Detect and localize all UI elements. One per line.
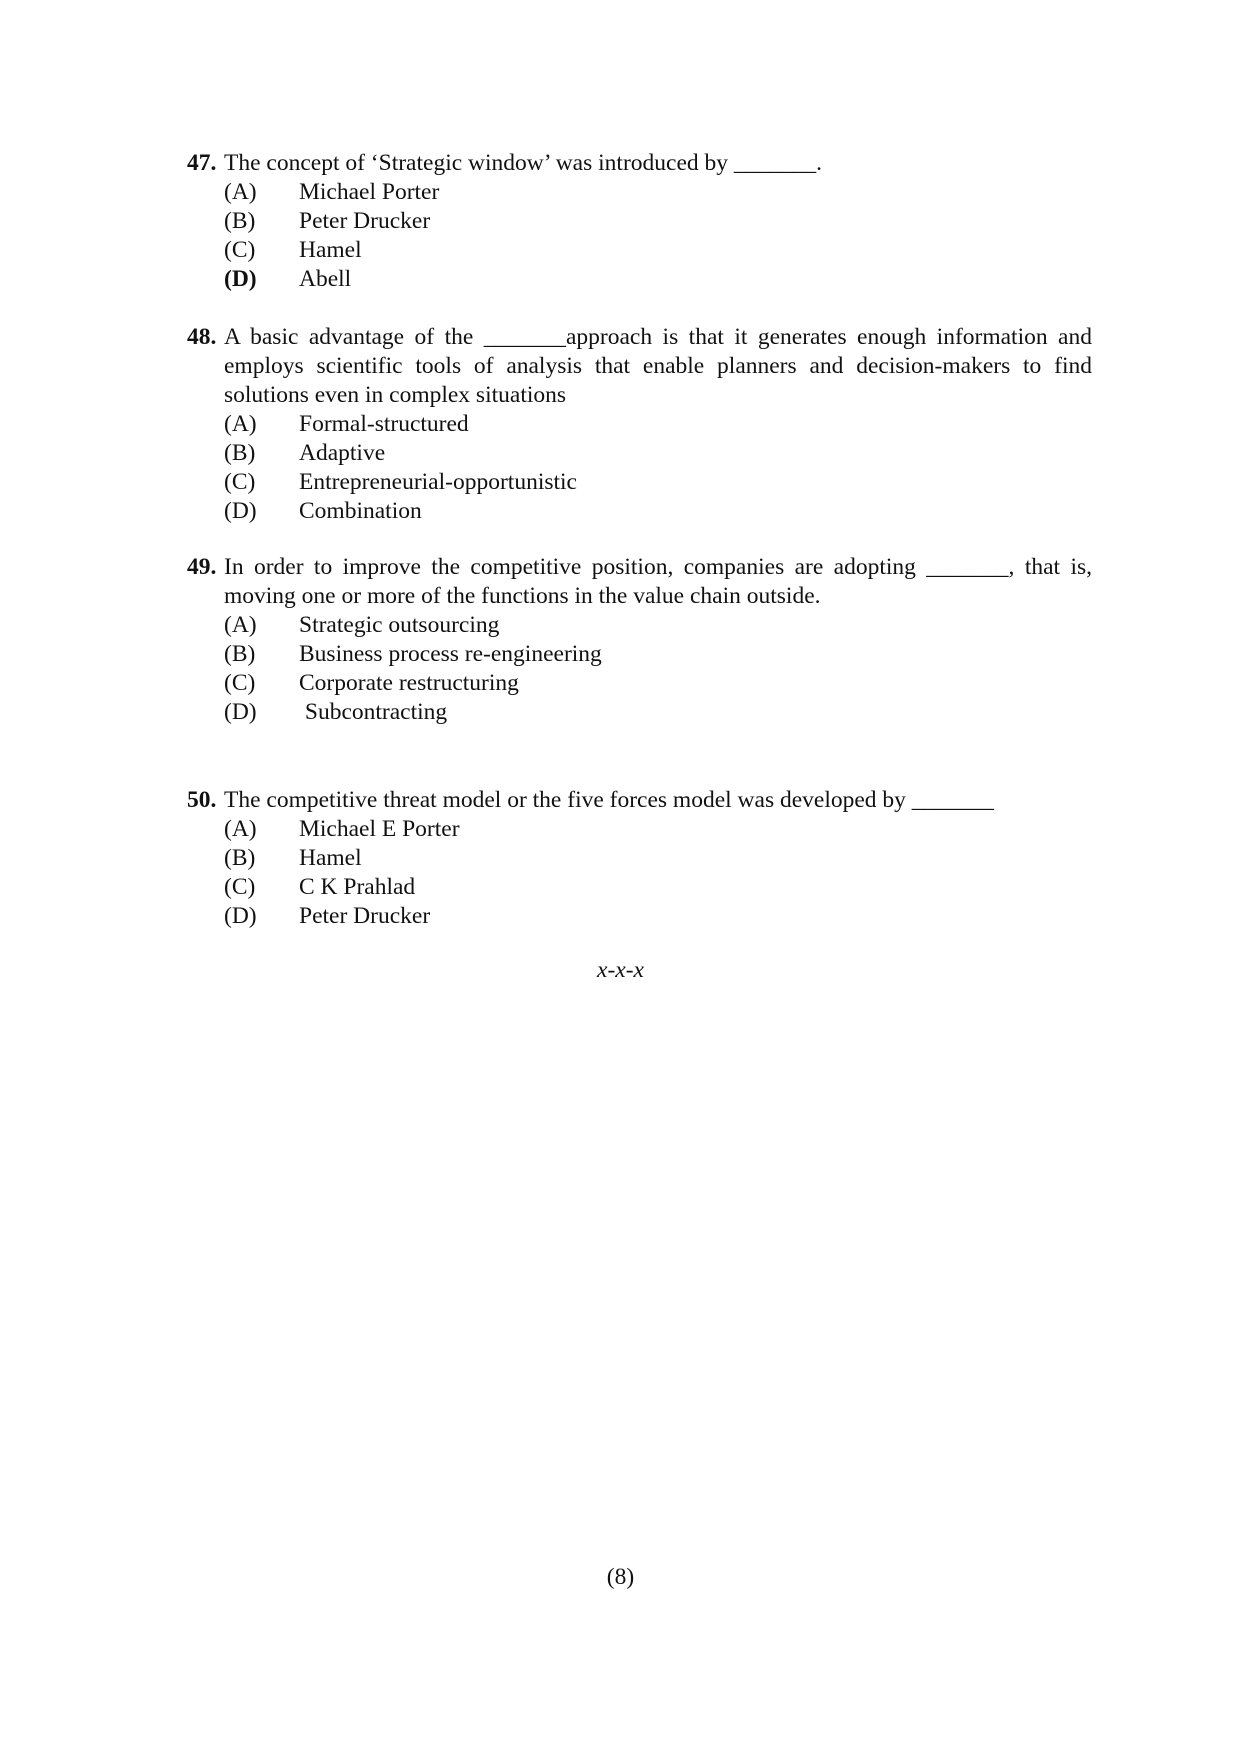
option-text: C K Prahlad bbox=[299, 874, 416, 900]
option-text: Peter Drucker bbox=[299, 903, 431, 929]
option-a bbox=[224, 410, 1092, 439]
option-text: Hamel bbox=[299, 237, 362, 263]
question-stem bbox=[187, 149, 1092, 178]
option-letter: (C) bbox=[224, 670, 256, 696]
option-letter: (B) bbox=[224, 641, 256, 667]
question-49 bbox=[187, 553, 1092, 727]
option-text: Business process re-engineering bbox=[299, 641, 602, 667]
option-text: Strategic outsourcing bbox=[299, 612, 500, 638]
options-list bbox=[224, 815, 1092, 931]
option-text: Hamel bbox=[299, 845, 362, 871]
option-c bbox=[224, 236, 1092, 265]
option-a bbox=[224, 178, 1092, 207]
options-list bbox=[224, 611, 1092, 727]
option-c bbox=[224, 468, 1092, 497]
question-stem bbox=[187, 786, 1092, 815]
option-b bbox=[224, 640, 1092, 669]
question-text: In order to improve the competitive position, companies are adopting _______, that is, moving one or more of the functions in the value chain outside. bbox=[224, 554, 1092, 609]
option-letter: (C) bbox=[224, 874, 256, 900]
option-letter: (B) bbox=[224, 440, 256, 466]
option-b bbox=[224, 844, 1092, 873]
options-list bbox=[224, 178, 1092, 294]
option-letter: (A) bbox=[224, 612, 257, 638]
question-50 bbox=[187, 786, 1092, 931]
question-number: 49. bbox=[187, 554, 217, 580]
option-a bbox=[224, 611, 1092, 640]
option-text: Peter Drucker bbox=[299, 208, 431, 234]
question-48 bbox=[187, 323, 1092, 526]
option-letter: (D) bbox=[224, 266, 257, 292]
option-d bbox=[224, 497, 1092, 526]
option-b bbox=[224, 207, 1092, 236]
option-letter: (A) bbox=[224, 179, 257, 205]
option-d bbox=[224, 902, 1092, 931]
option-text: Corporate restructuring bbox=[299, 670, 519, 696]
options-list bbox=[224, 410, 1092, 526]
option-text: Formal-structured bbox=[299, 411, 469, 437]
option-text: Combination bbox=[299, 498, 422, 524]
option-b bbox=[224, 439, 1092, 468]
option-c bbox=[224, 669, 1092, 698]
question-stem bbox=[187, 553, 1092, 611]
option-d bbox=[224, 265, 1092, 294]
question-number: 50. bbox=[187, 787, 217, 813]
question-text: The concept of ‘Strategic window’ was introduced by _______. bbox=[224, 150, 822, 176]
option-letter: (D) bbox=[224, 903, 257, 929]
question-text: A basic advantage of the _______approach is that it generates enough information and employs scientific tools of analysis that enable planners and decision-makers to find solutions even in complex situations bbox=[224, 324, 1092, 408]
option-letter: (D) bbox=[224, 699, 257, 725]
option-text: Entrepreneurial-opportunistic bbox=[299, 469, 577, 495]
option-text: Subcontracting bbox=[299, 699, 448, 725]
page-number: (8) bbox=[606, 1564, 635, 1590]
question-number: 47. bbox=[187, 150, 217, 176]
option-letter: (A) bbox=[224, 816, 257, 842]
option-letter: (C) bbox=[224, 237, 256, 263]
option-a bbox=[224, 815, 1092, 844]
question-text: The competitive threat model or the five forces model was developed by _______ bbox=[224, 787, 995, 813]
option-text: Michael E Porter bbox=[299, 816, 460, 842]
question-47 bbox=[187, 149, 1092, 294]
option-letter: (C) bbox=[224, 469, 256, 495]
question-stem bbox=[187, 323, 1092, 410]
question-number: 48. bbox=[187, 324, 217, 350]
option-letter: (D) bbox=[224, 498, 257, 524]
option-c bbox=[224, 873, 1092, 902]
end-of-paper-mark: x-x-x bbox=[597, 957, 644, 983]
option-text: Adaptive bbox=[299, 440, 386, 466]
option-d bbox=[224, 698, 1092, 727]
option-text: Michael Porter bbox=[299, 179, 440, 205]
option-letter: (B) bbox=[224, 845, 256, 871]
option-letter: (B) bbox=[224, 208, 256, 234]
option-text: Abell bbox=[299, 266, 352, 292]
option-letter: (A) bbox=[224, 411, 257, 437]
